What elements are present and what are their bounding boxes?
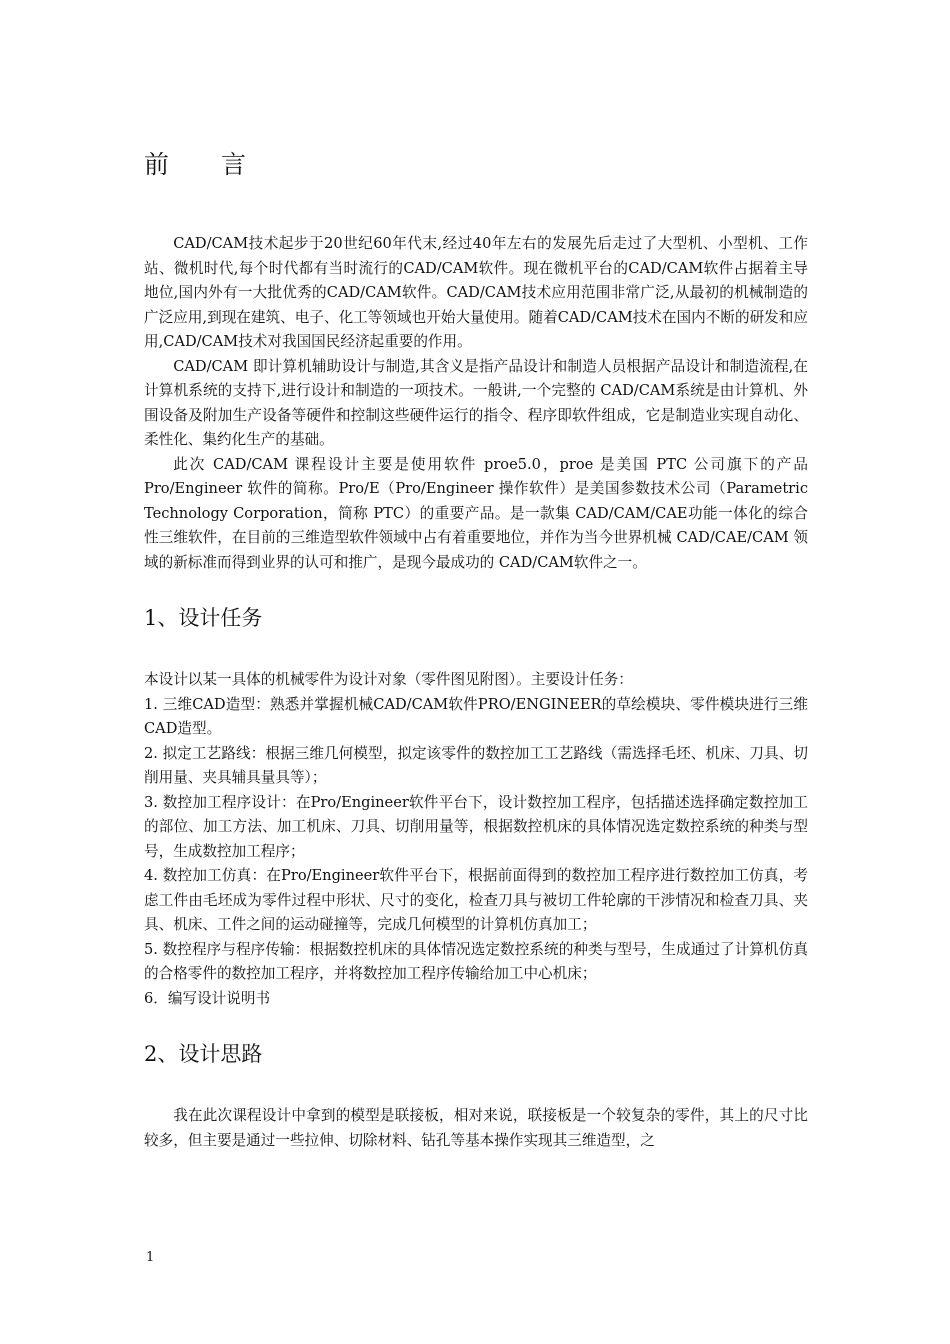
task-item-4: 4. 数控加工仿真：在Pro/Engineer软件平台下，根据前面得到的数控加工程序进行数控加工仿真，考虑工件由毛坯成为零件过程中形状、尺寸的变化，检查刀具与被切工件轮廓的干涉情况和检查刀具、夹具、机床、工件之间的运动碰撞等，完成几何模型的计算机仿真加工； bbox=[144, 867, 808, 933]
section-1-title: 1、设计任务 bbox=[144, 606, 263, 630]
preface-paragraph-1: CAD/CAM技术起步于20世纪60年代末,经过40年左右的发展先后走过了大型机、小型机、工作站、微机时代,每个时代都有当时流行的CAD/CAM软件。现在微机平台的CAD/CAM软件占据着主导地位,国内外有一大批优秀的CAD/CAM软件。CAD/CAM技术应用范围非常广泛,从最初的机械制造的广泛应用,到现在建筑、电子、化工等领域也开始大量使用。随着CAD/CAM技术在国内不断的研发和应用,CAD/CAM技术对我国国民经济起重要的作用。 bbox=[144, 235, 808, 350]
task-item-6: 6．编写设计说明书 bbox=[144, 989, 271, 1007]
spacer bbox=[144, 633, 808, 668]
task-item-1: 1. 三维CAD造型：熟悉并掌握机械CAD/CAM软件PRO/ENGINEER的草绘模块、零件模块进行三维CAD造型。 bbox=[144, 695, 808, 737]
section-2-paragraph: 我在此次课程设计中拿到的模型是联接板，相对来说，联接板是一个较复杂的零件，其上的尺寸比较多，但主要是通过一些拉伸、切除材料、钻孔等基本操作实现其三维造型，之 bbox=[144, 1107, 808, 1149]
preface-paragraph-3: 此次 CAD/CAM 课程设计主要是使用软件 proe5.0，proe 是美国 PTC 公司旗下的产品Pro/Engineer 软件的简称。Pro/E（Pro/Engineer 操作软件）是美国参数技术公司（Parametric Technology Corporation，简称 PTC）的重要产品。是一款集 CAD/CAM/CAE功能一体化的综合性三维软件，在目前的三维造型软件领域中占有着重要地位，并作为当今世界机械 CAD/CAE/CAM 领域的新标准而得到业界的认可和推广，是现今最成功的 CAD/CAM软件之一。 bbox=[144, 455, 808, 571]
spacer bbox=[144, 1011, 808, 1039]
page-content bbox=[144, 148, 808, 1153]
section-2-title: 2、设计思路 bbox=[144, 1042, 263, 1066]
section-1-intro: 本设计以某一具体的机械零件为设计对象（零件图见附图）。主要设计任务： bbox=[144, 671, 633, 688]
task-item-3: 3. 数控加工程序设计：在Pro/Engineer软件平台下，设计数控加工程序，包括描述选择确定数控加工的部位、加工方法、加工机床、刀具、切削用量等，根据数控机床的具体情况选定数控系统的种类与型号，生成数控加工程序； bbox=[144, 793, 808, 860]
preface-paragraph-2: CAD/CAM 即计算机辅助设计与制造,其含义是指产品设计和制造人员根据产品设计和制造流程,在计算机系统的支持下,进行设计和制造的一项技术。一般讲,一个完整的 CAD/CAM系统是由计算机、外围设备及附加生产设备等硬件和控制这些硬件运行的指令、程序即软件组成，它是制造业实现自动化、柔性化、集约化生产的基础。 bbox=[144, 357, 808, 448]
spacer bbox=[144, 575, 808, 603]
preface-title: 前 言 bbox=[144, 150, 268, 179]
spacer bbox=[144, 1069, 808, 1104]
page-number: 1 bbox=[146, 1250, 155, 1265]
task-item-5: 5. 数控程序与程序传输：根据数控机床的具体情况选定数控系统的种类与型号，生成通过了计算机仿真的合格零件的数控加工程序，并将数控加工程序传输给加工中心机床； bbox=[144, 940, 808, 982]
task-item-2: 2. 拟定工艺路线：根据三维几何模型，拟定该零件的数控加工工艺路线（需选择毛坯、机床、刀具、切削用量、夹具辅具量具等）； bbox=[144, 744, 808, 786]
